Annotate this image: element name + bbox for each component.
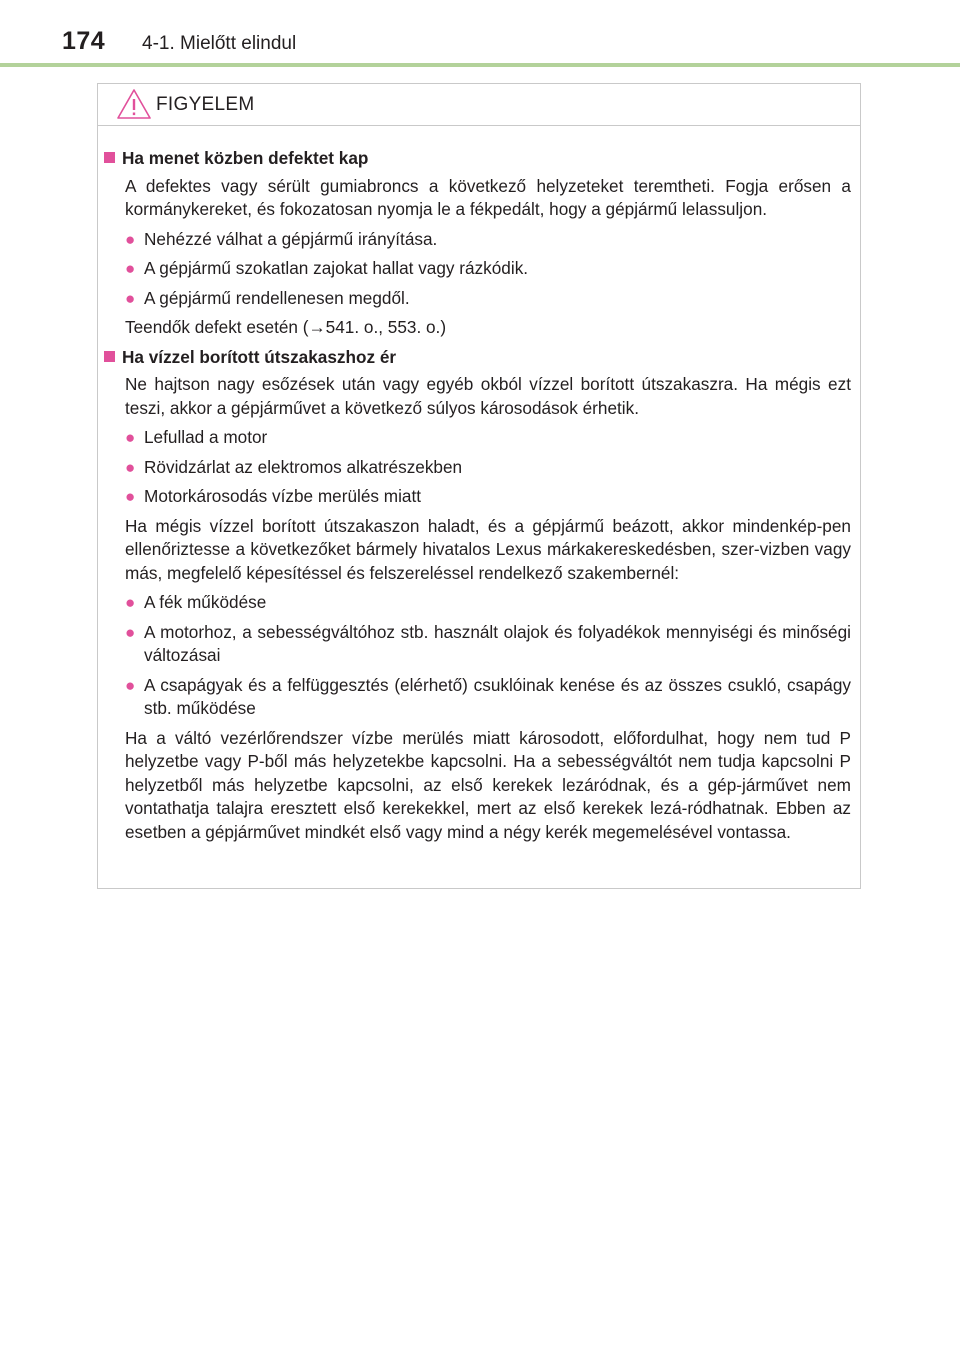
warning-box xyxy=(97,83,861,889)
list-item: ● Motorkárosodás vízbe merülés miatt xyxy=(125,485,851,509)
round-bullet-icon: ● xyxy=(125,675,136,695)
list-item: ● A csapágyak és a felfüggesztés (elérhető) csuklóinak kenése és az összes csukló, csapágy stb. működése xyxy=(125,674,851,721)
page-number: 174 xyxy=(62,27,106,55)
round-bullet-icon: ● xyxy=(125,622,136,642)
warning-header xyxy=(98,84,860,126)
round-bullet-icon: ● xyxy=(125,457,136,477)
page-reference: Teendők defekt esetén (→541. o., 553. o.) xyxy=(125,317,447,337)
section-title: 4-1. Mielőtt elindul xyxy=(142,33,297,54)
square-bullet-icon xyxy=(104,152,115,163)
round-bullet-icon: ● xyxy=(125,229,136,249)
round-bullet-icon: ● xyxy=(125,288,136,308)
round-bullet-icon: ● xyxy=(125,593,136,612)
section-paragraph: Ha mégis vízzel borított útszakaszon haladt, és a gépjármű beázott, akkor mindenkép-pen ellenőriztesse a következőket bármely hivatalos Lexus márkakereskedésben, szer-vizben vagy más, megfelelő képesítéssel és felszereléssel rendelkező szakembernél: xyxy=(125,515,851,583)
list-item: ● Lefullad a motor xyxy=(125,426,851,450)
list-item: ● A motorhoz, a sebességváltóhoz stb. használt olajok és folyadékok mennyiségi és minőségi változásai xyxy=(125,621,851,668)
list-item: ● Rövidzárlat az elektromos alkatrészekben xyxy=(125,456,851,480)
section-paragraph: Ha a váltó vezérlőrendszer vízbe merülés miatt károsodott, előfordulhat, hogy nem tud P helyzetbe vagy P-ből más helyzetekbe kapcsolni. Ha a sebességváltót nem tudja kapcsolni P helyzetből más helyzetbe kapcsolni, az első kerekek lezáródnak, és a gép-járművet nem vontathatja talajra eresztett első kerekekkel, mert az első kerekek lezá-ródhatnak. Ebben az esetben a gépjárművet mindkét első vagy mind a négy kerék megemelésével vontassa. xyxy=(125,727,851,842)
round-bullet-icon: ● xyxy=(125,487,136,506)
round-bullet-icon: ● xyxy=(125,259,136,278)
section-paragraph: Ne hajtson nagy esőzések után vagy egyéb okból vízzel borított útszakaszra. Ha mégis ezt teszi, akkor a gépjárművet a következő súlyos károsodások érhetik. xyxy=(125,374,851,418)
list-item: ● A gépjármű rendellenesen megdől. xyxy=(125,287,851,311)
warning-triangle-icon xyxy=(116,88,152,120)
round-bullet-icon: ● xyxy=(125,428,136,447)
list-item: ● A gépjármű szokatlan zajokat hallat vagy rázkódik. xyxy=(125,257,851,281)
page-reference-link[interactable]: 541. o., 553. o.) xyxy=(325,317,447,337)
page-header xyxy=(0,0,960,68)
section-paragraph: A defektes vagy sérült gumiabroncs a következő helyzeteket teremtheti. Fogja erősen a kormánykereket, és fokozatosan nyomja le a fékpedált, hogy a gépjármű lelassuljon. xyxy=(125,175,851,219)
square-bullet-icon xyxy=(104,351,115,362)
section-heading: Ha vízzel borított útszakaszhoz ér xyxy=(104,346,851,370)
warning-body xyxy=(98,126,860,844)
header-rule xyxy=(0,63,960,67)
arrow-right-icon: → xyxy=(308,317,326,337)
warning-label: FIGYELEM xyxy=(156,94,255,115)
list-item: ● A fék működése xyxy=(125,591,851,615)
list-item: ● Nehézzé válhat a gépjármű irányítása. xyxy=(125,228,851,252)
section-heading: Ha menet közben defektet kap xyxy=(104,147,851,171)
